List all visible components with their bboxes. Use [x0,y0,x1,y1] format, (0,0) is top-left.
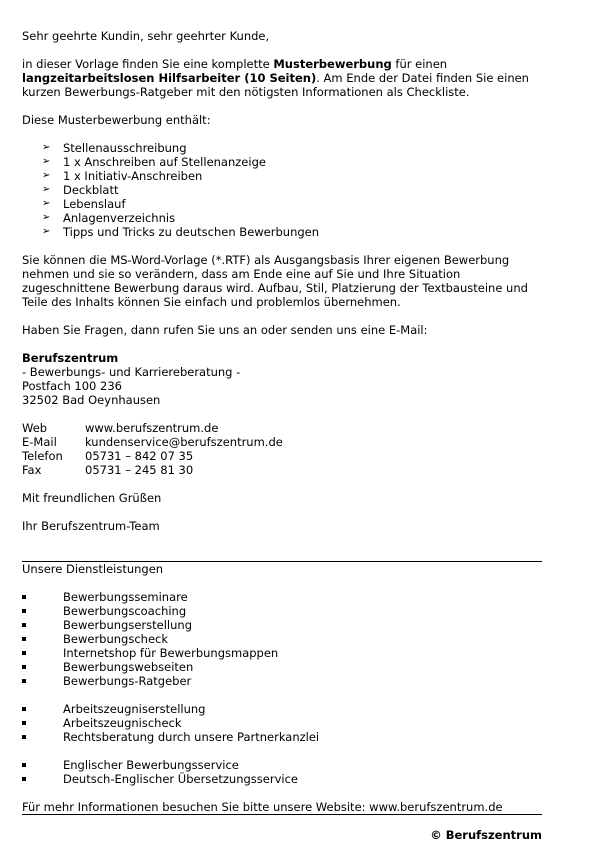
intro-bold-product: Musterbewerbung [273,57,392,71]
service-item: Internetshop für Bewerbungsmappen [22,646,544,660]
service-item: Arbeitszeugnischeck [22,716,544,730]
services-list-english [22,758,544,786]
contact-label: Telefon [22,449,63,463]
service-item: Bewerbungs-Ratgeber [22,674,544,688]
contact-value: www.berufszentrum.de [85,421,219,435]
intro-bold-target: langzeitarbeitslosen Hilfsarbeiter (10 Seiten) [22,71,317,85]
contact-block [22,421,544,477]
service-item: Bewerbungswebseiten [22,660,544,674]
services-list-application [22,590,544,688]
contents-item: ➢ Stellenausschreibung [22,141,544,155]
contents-item: ➢ 1 x Initiativ-Anschreiben [22,169,544,183]
contact-value: 05731 – 842 07 35 [85,449,194,463]
contact-row [22,463,544,477]
intro-paragraph [22,57,544,99]
intro-text-mid: für einen [391,57,448,71]
service-item: Rechtsberatung durch unsere Partnerkanzlei [22,730,544,744]
services-heading: Unsere Dienstleistungen [22,562,164,576]
contact-label: E-Mail [22,435,57,449]
company-name-text: Berufszentrum [22,351,119,365]
closing: Mit freundlichen Grüßen [22,491,162,505]
questions-line: Haben Sie Fragen, dann rufen Sie uns an oder senden uns eine E-Mail: [22,323,428,337]
contact-row [22,449,544,463]
service-item: Arbeitszeugniserstellung [22,702,544,716]
more-info-line: Für mehr Informationen besuchen Sie bitte unsere Website: www.berufszentrum.de [22,800,503,814]
contact-row [22,421,544,435]
services-list-references [22,702,544,744]
service-item: Bewerbungscheck [22,632,544,646]
service-item: Bewerbungscoaching [22,604,544,618]
address-line-2: 32502 Bad Oeynhausen [22,393,161,407]
company-subtitle: - Bewerbungs- und Karriereberatung - [22,365,241,379]
document-page [22,29,544,815]
service-item: Bewerbungserstellung [22,618,544,632]
usage-line: zugeschnittene Bewerbung daraus wird. Aufbau, Stil, Platzierung der Textbausteine und [22,281,528,295]
contact-label: Web [22,421,48,435]
signature: Ihr Berufszentrum-Team [22,519,160,533]
contents-heading: Diese Musterbewerbung enthält: [22,113,211,127]
usage-line: Sie können die MS-Word-Vorlage (*.RTF) als Ausgangsbasis Ihrer eigenen Bewerbung [22,253,510,267]
service-item: Bewerbungsseminare [22,590,544,604]
usage-paragraph [22,253,544,309]
contact-value: kundenservice@berufszentrum.de [85,435,283,449]
address-line-1: Postfach 100 236 [22,379,122,393]
intro-text-post: . Am Ende der Datei finden Sie einen [316,71,529,85]
contact-label: Fax [22,463,42,477]
contents-item: ➢ Anlagenverzeichnis [22,211,544,225]
contents-item: ➢ Tipps und Tricks zu deutschen Bewerbungen [22,225,544,239]
contents-item: ➢ Deckblatt [22,183,544,197]
intro-text: in dieser Vorlage finden Sie eine komplette [22,57,274,71]
contents-item: ➢ Lebenslauf [22,197,544,211]
contact-value: 05731 – 245 81 30 [85,463,194,477]
intro-text-line3: kurzen Bewerbungs-Ratgeber mit den nötigsten Informationen als Checkliste. [22,85,470,99]
usage-line: Teile des Inhalts können Sie einfach und problemlos übernehmen. [22,295,401,309]
service-item: Deutsch-Englischer Übersetzungsservice [22,772,544,786]
contact-row [22,435,544,449]
usage-line: nehmen und sie so verändern, dass am Ende eine auf Sie und Ihre Situation [22,267,461,281]
copyright: © Berufszentrum [430,828,542,842]
greeting: Sehr geehrte Kundin, sehr geehrter Kunde, [22,29,270,43]
contents-item: ➢ 1 x Anschreiben auf Stellenanzeige [22,155,544,169]
contents-list [22,141,544,239]
divider-line-bottom [22,814,542,815]
service-item: Englischer Bewerbungsservice [22,758,544,772]
company-name [22,351,544,365]
